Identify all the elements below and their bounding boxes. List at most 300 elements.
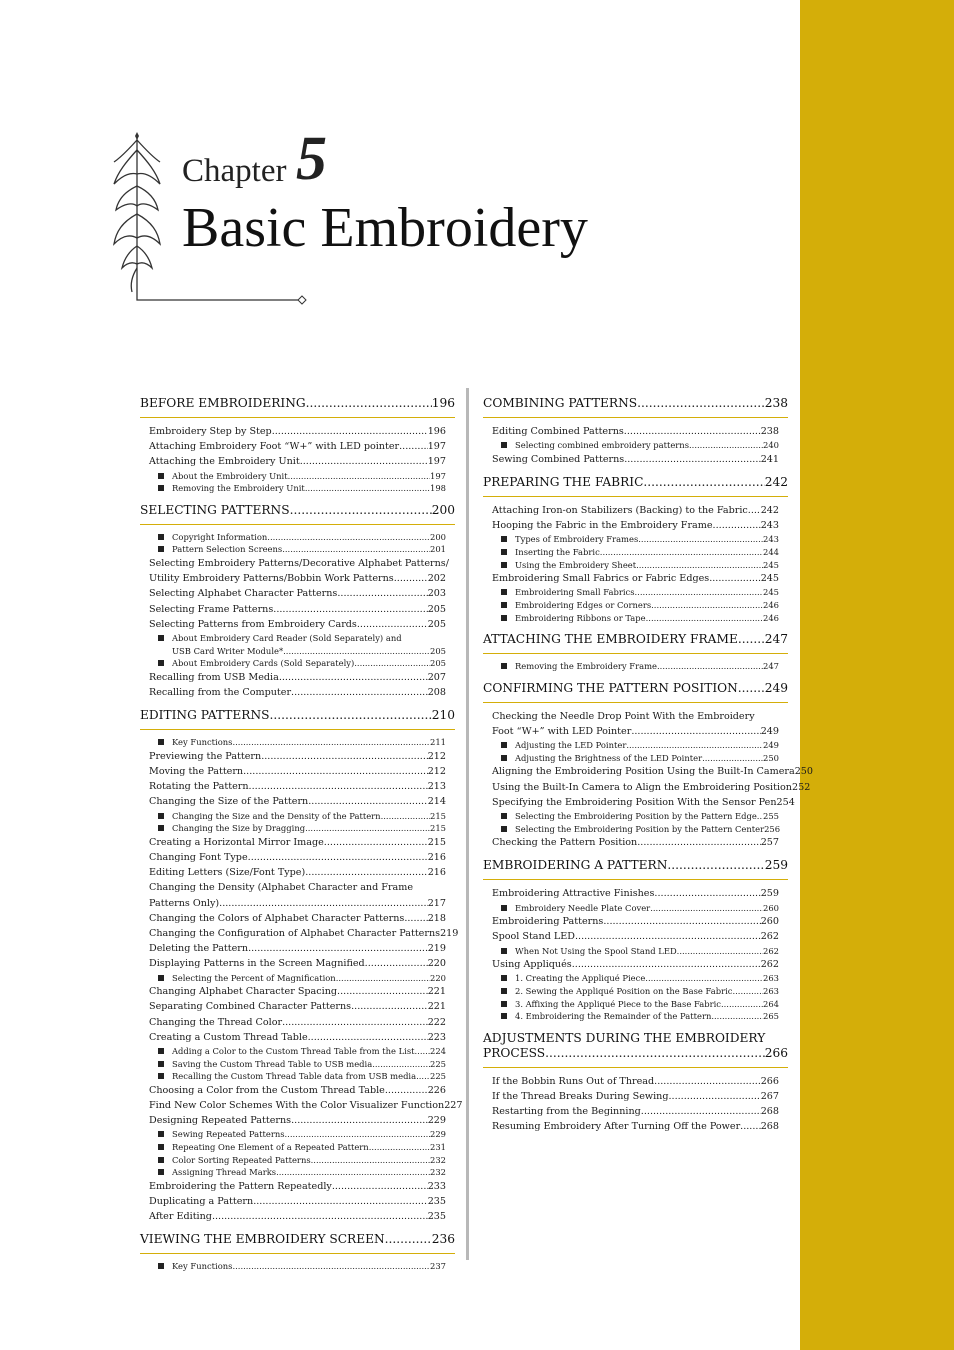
toc-section-entries (483, 424, 788, 467)
toc-section-entries (483, 660, 788, 673)
entry-text: Changing the Size and the Density of the Pattern (172, 810, 381, 821)
entry-text: 2. Sewing the Appliqué Position on the Base Fabric (515, 985, 733, 996)
entry-page-number: 225 (430, 1071, 446, 1082)
dot-leader (369, 1141, 430, 1154)
entry-title (158, 470, 288, 483)
chapter-label: Chapter (182, 153, 287, 189)
toc-entry[interactable] (483, 929, 788, 944)
dot-leader (365, 956, 428, 971)
entry-title (158, 1045, 415, 1058)
toc-subentry[interactable] (483, 586, 788, 599)
square-bullet-icon (501, 562, 507, 568)
entry-text: Changing the Colors of Alphabet Character Patterns (149, 912, 405, 924)
entry-page-number: 215 (430, 810, 446, 821)
square-bullet-icon (158, 813, 164, 819)
entry-page-number: 264 (763, 998, 779, 1009)
section-title: PROCESS (483, 1045, 546, 1060)
toc-entry[interactable] (140, 556, 455, 571)
entry-page-number: 246 (763, 612, 779, 623)
dot-leader (337, 984, 428, 999)
entry-page-number: 244 (763, 547, 779, 557)
toc-subentry[interactable] (140, 645, 455, 658)
entry-text: About the Embroidery Unit (172, 470, 288, 481)
toc-entry[interactable] (483, 957, 788, 972)
toc-entry[interactable] (483, 503, 788, 518)
toc-entry[interactable] (140, 794, 455, 809)
dot-leader (721, 998, 763, 1011)
toc-subentry[interactable] (483, 439, 788, 452)
column-divider (466, 388, 469, 1260)
entry-text: Selecting Alphabet Character Patterns (149, 588, 338, 600)
entry-page-number: 225 (430, 1058, 446, 1069)
toc-entry[interactable] (483, 914, 788, 929)
dot-leader (232, 736, 430, 749)
entry-page-number: 222 (427, 1016, 446, 1028)
entry-text: About Embroidery Cards (Sold Separately) (172, 658, 355, 669)
square-bullet-icon (501, 988, 507, 994)
toc-entry[interactable] (140, 956, 455, 971)
entry-page-number: 237 (430, 1261, 446, 1272)
square-bullet-icon (501, 742, 507, 748)
entry-text: Embroidery Needle Plate Cover (515, 902, 651, 913)
square-bullet-icon (158, 739, 164, 745)
dot-leader (415, 1045, 431, 1058)
toc-subentry[interactable] (483, 612, 788, 625)
dot-leader (291, 1113, 428, 1128)
square-bullet-icon (158, 660, 164, 666)
toc-entry[interactable] (140, 779, 455, 794)
toc-subentry[interactable] (483, 599, 788, 612)
toc-entry[interactable] (483, 424, 788, 439)
entry-text: Specifying the Embroidering Position With the Sensor Pen (492, 796, 777, 808)
square-bullet-icon (501, 905, 507, 911)
section-heading[interactable] (483, 1046, 788, 1061)
dot-leader (738, 681, 765, 696)
toc-entry[interactable] (140, 1209, 455, 1224)
entry-page-number: 232 (430, 1167, 446, 1178)
dot-leader (248, 850, 428, 865)
entry-page-number: 200 (430, 531, 446, 542)
entry-text: 3. Affixing the Appliqué Piece to the Base Fabric (515, 998, 721, 1009)
entry-title (158, 1154, 311, 1167)
entry-title (492, 424, 624, 439)
entry-title (492, 1119, 740, 1134)
entry-page-number: 257 (760, 837, 779, 849)
toc-entry[interactable] (140, 764, 455, 779)
section-heading[interactable] (140, 1232, 455, 1247)
toc-column-left (140, 396, 463, 1281)
entry-title (158, 822, 305, 835)
section-heading[interactable] (140, 503, 455, 518)
entry-page-number: 211 (430, 737, 446, 748)
entry-title (501, 559, 636, 572)
toc-subentry[interactable] (483, 1010, 788, 1023)
entry-text: Adjusting the LED Pointer (515, 740, 627, 751)
entry-text: Adjusting the Brightness of the LED Pointer (515, 752, 703, 763)
toc-entry[interactable] (140, 984, 455, 999)
entry-page-number: 229 (430, 1129, 446, 1140)
entry-title (501, 810, 757, 823)
dot-leader (290, 503, 432, 518)
entry-text: About Embroidery Card Reader (Sold Separately) and (172, 633, 402, 643)
toc-entry[interactable] (483, 452, 788, 467)
entry-title (492, 1074, 654, 1089)
dot-leader (651, 599, 763, 612)
entry-page-number: 262 (760, 931, 779, 943)
toc-entry[interactable] (140, 439, 455, 454)
entry-text: Changing Alphabet Character Spacing (149, 986, 338, 998)
section-title: ADJUSTMENTS DURING THE EMBROIDERY (483, 1030, 766, 1045)
entry-title (492, 780, 792, 795)
entry-page-number: 238 (760, 426, 779, 437)
toc-entry[interactable] (140, 424, 455, 439)
toc-section-entries (140, 1260, 455, 1273)
entry-page-number: 212 (427, 765, 446, 777)
entry-title (158, 482, 305, 495)
dot-leader (337, 586, 427, 601)
entry-page-number: 216 (427, 867, 446, 879)
entry-text: 1. Creating the Appliqué Piece (515, 973, 646, 984)
toc-subentry[interactable] (483, 752, 788, 765)
toc-entry[interactable] (140, 865, 455, 880)
toc-subentry[interactable] (140, 482, 455, 495)
dot-leader (283, 645, 430, 658)
dot-leader (305, 822, 430, 835)
square-bullet-icon (158, 546, 164, 552)
entry-text: Checking the Pattern Position (492, 837, 638, 849)
toc-subentry[interactable] (483, 823, 788, 836)
entry-text: Key Functions (172, 1261, 233, 1272)
entry-page-number: 219 (427, 943, 446, 955)
toc-entry[interactable] (140, 850, 455, 865)
entry-page-number: 229 (427, 1115, 446, 1127)
entry-page-number: 268 (760, 1121, 779, 1133)
square-bullet-icon (501, 602, 507, 608)
toc-entry[interactable] (483, 724, 788, 739)
toc-entry[interactable] (483, 1089, 788, 1104)
entry-page-number: 207 (427, 671, 446, 683)
toc-entry[interactable] (140, 1098, 463, 1113)
toc-entry[interactable] (140, 941, 455, 956)
entry-title (158, 543, 282, 556)
section-page-number: 200 (431, 502, 455, 517)
square-bullet-icon (501, 615, 507, 621)
entry-text: Attaching Embroidery Foot “W+” with LED pointer (149, 441, 400, 453)
toc-subentry[interactable] (140, 632, 455, 645)
dot-leader (282, 543, 430, 556)
entry-page-number: 224 (430, 1046, 446, 1057)
section-title: CONFIRMING THE PATTERN POSITION (483, 680, 738, 695)
entry-page-number: 215 (427, 836, 446, 848)
toc-entry[interactable] (140, 602, 455, 617)
section-title: ATTACHING THE EMBROIDERY FRAME (483, 632, 738, 647)
section-heading[interactable] (483, 681, 788, 696)
toc-entry[interactable] (140, 880, 455, 895)
toc-entry[interactable] (140, 999, 455, 1014)
toc-entry[interactable] (140, 685, 455, 700)
entry-text: Creating a Horizontal Mirror Image (149, 836, 324, 848)
toc-subentry[interactable] (140, 736, 455, 749)
square-bullet-icon (158, 1144, 164, 1150)
entry-text: Resuming Embroidery After Turning Off the Power (492, 1121, 741, 1133)
section-heading-line[interactable] (483, 1031, 788, 1046)
square-bullet-icon (158, 485, 164, 491)
entry-text: Moving the Pattern (149, 765, 244, 777)
entry-page-number: 245 (760, 573, 779, 585)
entry-page-number: 223 (427, 1031, 446, 1043)
entry-text: Rotating the Pattern (149, 781, 249, 793)
toc-entry[interactable] (483, 1074, 788, 1089)
dot-leader (711, 1010, 763, 1023)
entry-page-number: 241 (760, 453, 779, 465)
toc-section-entries (483, 503, 788, 624)
toc-entry[interactable] (140, 1194, 455, 1209)
toc-entry[interactable] (140, 911, 455, 926)
entry-title (149, 1030, 308, 1045)
toc-subentry[interactable] (483, 533, 788, 546)
toc-subentry[interactable] (140, 1166, 455, 1179)
dot-leader (385, 1083, 428, 1098)
toc-entry[interactable] (140, 571, 455, 586)
square-bullet-icon (158, 1073, 164, 1079)
entry-page-number: 243 (760, 520, 779, 532)
toc-subentry[interactable] (483, 902, 788, 915)
entry-page-number: 252 (791, 781, 811, 793)
square-bullet-icon (501, 536, 507, 542)
entry-text: Sewing Combined Patterns (492, 453, 625, 465)
toc-entry[interactable] (483, 795, 795, 810)
entry-text: Changing Font Type (149, 851, 248, 863)
entry-page-number: 246 (763, 599, 779, 610)
entry-text: Embroidering Patterns (492, 916, 604, 928)
toc-subentry[interactable] (483, 546, 788, 559)
entry-page-number: 266 (760, 1075, 779, 1087)
toc-section-entries (140, 424, 455, 495)
entry-text: Embroidering Edges or Corners (515, 599, 652, 610)
entry-title (492, 835, 637, 850)
toc-section-selecting-patterns (140, 503, 455, 525)
entry-text: 4. Embroidering the Remainder of the Pattern (515, 1011, 712, 1022)
entry-page-number: 212 (427, 750, 446, 762)
dot-leader (709, 571, 760, 586)
toc-entry[interactable] (140, 749, 455, 764)
dot-leader (332, 1179, 428, 1194)
dot-leader (645, 972, 763, 985)
toc-entry[interactable] (140, 1113, 455, 1128)
entry-title (492, 503, 748, 518)
section-heading[interactable] (483, 396, 788, 411)
toc-entry[interactable] (483, 709, 788, 724)
dot-leader (285, 1128, 430, 1141)
toc-entry[interactable] (140, 1083, 455, 1098)
toc-subentry[interactable] (140, 822, 455, 835)
entry-text: Using the Embroidery Sheet (515, 559, 637, 570)
entry-text: Deleting the Pattern (149, 943, 249, 955)
toc-subentry[interactable] (483, 985, 788, 998)
section-heading[interactable] (140, 396, 455, 411)
section-heading[interactable] (483, 858, 788, 873)
entry-page-number: 245 (763, 587, 779, 598)
entry-title (149, 424, 272, 439)
toc-subentry[interactable] (483, 972, 788, 985)
section-heading[interactable] (483, 475, 788, 490)
entry-page-number: 221 (427, 1001, 446, 1013)
section-heading[interactable] (140, 708, 455, 723)
toc-entry[interactable] (483, 1119, 788, 1134)
dot-leader (667, 858, 764, 873)
toc-subentry[interactable] (140, 972, 455, 985)
dot-leader (624, 452, 760, 467)
dot-leader (381, 810, 430, 823)
toc-entry[interactable] (483, 835, 788, 850)
toc-entry[interactable] (140, 835, 455, 850)
toc-entry[interactable] (140, 896, 455, 911)
toc-subentry[interactable] (140, 1154, 455, 1167)
toc-entry[interactable] (140, 670, 455, 685)
dot-leader (300, 454, 428, 469)
entry-text: Editing Letters (Size/Font Type) (149, 867, 306, 879)
entry-text: Selecting Embroidery Patterns/Decorative Alphabet Patterns/ (149, 557, 449, 569)
dot-leader (308, 1030, 428, 1045)
toc-entry[interactable] (483, 886, 788, 901)
dot-leader (311, 1154, 430, 1167)
entry-title (501, 752, 702, 765)
toc-subentry[interactable] (140, 531, 455, 544)
toc-subentry[interactable] (140, 1045, 455, 1058)
toc-subentry[interactable] (140, 470, 455, 483)
toc-section-editing-patterns (140, 708, 455, 730)
entry-page-number: 245 (763, 559, 779, 570)
entry-page-number: 196 (427, 426, 446, 437)
entry-text: Removing the Embroidery Frame (515, 661, 658, 672)
dot-leader (288, 470, 430, 483)
toc-subentry[interactable] (140, 1070, 455, 1083)
section-page-number: 249 (764, 680, 788, 695)
toc-entry[interactable] (140, 1015, 455, 1030)
toc-entry[interactable] (483, 1104, 788, 1119)
toc-entry[interactable] (483, 764, 814, 779)
toc-subentry[interactable] (140, 1260, 455, 1273)
toc-entry[interactable] (140, 1179, 455, 1194)
entry-text: Changing the Size by Dragging (172, 823, 306, 834)
dot-leader (276, 1166, 430, 1179)
section-heading[interactable] (483, 632, 788, 647)
entry-title (492, 886, 654, 901)
entry-page-number: 219 (440, 928, 459, 939)
entry-title (492, 709, 755, 724)
entry-title (492, 1104, 641, 1119)
square-bullet-icon (501, 663, 507, 669)
entry-text: Patterns Only) (149, 897, 220, 909)
entry-page-number: 250 (763, 752, 779, 763)
dot-leader (357, 617, 428, 632)
entry-title (158, 531, 267, 544)
entry-title (149, 984, 337, 999)
entry-text: Embroidering Small Fabrics or Fabric Edges (492, 573, 710, 585)
entry-page-number: 197 (427, 441, 446, 453)
entry-page-number: 218 (427, 912, 446, 924)
dot-leader (654, 886, 760, 901)
dot-leader (637, 396, 765, 411)
dot-leader (748, 503, 761, 518)
entry-text: Removing the Embroidery Unit (172, 483, 305, 494)
toc-entry[interactable] (140, 926, 459, 941)
entry-page-number: 214 (427, 796, 446, 808)
entry-page-number: 267 (760, 1090, 779, 1102)
toc-entry[interactable] (140, 1030, 455, 1045)
entry-text: Foot “W+” with LED Pointer (492, 725, 632, 737)
toc-entry[interactable] (483, 518, 788, 533)
entry-title (492, 452, 624, 467)
toc-subentry[interactable] (140, 1141, 455, 1154)
toc-subentry[interactable] (483, 945, 788, 958)
entry-title (501, 945, 677, 958)
toc-subentry[interactable] (483, 739, 788, 752)
toc-subentry[interactable] (483, 660, 788, 673)
entry-page-number: 217 (427, 897, 446, 909)
toc-subentry[interactable] (483, 559, 788, 572)
entry-title (158, 810, 381, 823)
toc-subentry[interactable] (140, 1128, 455, 1141)
dot-leader (416, 1070, 430, 1083)
toc-subentry[interactable] (140, 810, 455, 823)
toc-subentry[interactable] (140, 1058, 455, 1071)
entry-text: Aligning the Embroidering Position Using the Built-In Camera (492, 766, 795, 778)
toc-entry[interactable] (483, 780, 811, 795)
toc-subentry[interactable] (483, 998, 788, 1011)
entry-title (149, 602, 273, 617)
entry-text: After Editing (149, 1211, 212, 1223)
toc-subentry[interactable] (140, 543, 455, 556)
dot-leader (306, 396, 432, 411)
entry-page-number: 198 (430, 483, 446, 494)
entry-page-number: 233 (427, 1180, 446, 1192)
toc-entry[interactable] (483, 571, 788, 586)
entry-text: Recalling the Custom Thread Table data from USB media (172, 1071, 417, 1082)
section-title: PREPARING THE FABRIC (483, 475, 644, 489)
entry-page-number: 203 (427, 588, 446, 600)
entry-title (149, 1179, 332, 1194)
dot-leader (702, 752, 763, 765)
toc-section-confirming-the-pattern-position (483, 681, 788, 703)
toc-entry[interactable] (140, 454, 455, 469)
toc-entry[interactable] (140, 586, 455, 601)
entry-title (149, 685, 291, 700)
dot-leader (282, 1015, 428, 1030)
dot-leader (267, 531, 430, 544)
entry-title (149, 670, 279, 685)
entry-page-number: 220 (427, 958, 446, 970)
section-title: SELECTING PATTERNS (140, 502, 290, 517)
entry-text: If the Bobbin Runs Out of Thread (492, 1075, 655, 1087)
square-bullet-icon (158, 1157, 164, 1163)
entry-text: Find New Color Schemes With the Color Visualizer Function (149, 1100, 445, 1111)
dot-leader (243, 764, 428, 779)
entry-text: Designing Repeated Patterns (149, 1115, 292, 1127)
entry-title (501, 998, 721, 1011)
entry-title (158, 1260, 232, 1273)
toc-entry[interactable] (140, 617, 455, 632)
dot-leader (232, 1260, 430, 1273)
toc-section-entries (483, 886, 788, 1022)
toc-subentry[interactable] (483, 810, 788, 823)
entry-title (158, 645, 283, 658)
dot-leader (404, 911, 427, 926)
toc-subentry[interactable] (140, 657, 455, 670)
entry-title (149, 439, 399, 454)
dot-leader (253, 1194, 427, 1209)
entry-title (158, 1058, 372, 1071)
